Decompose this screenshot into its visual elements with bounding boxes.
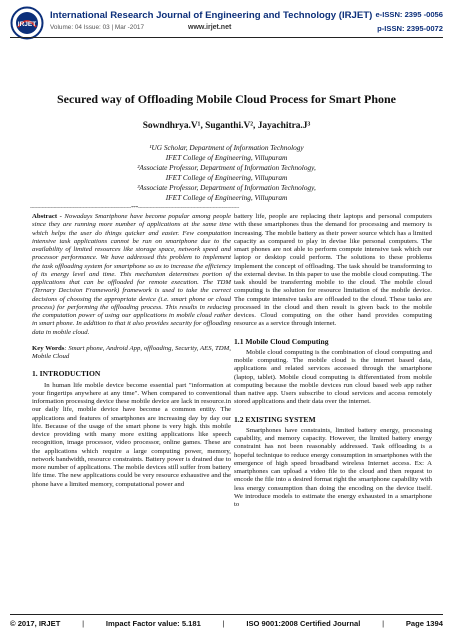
affiliation-line: IFET College of Engineering, Villupuram	[165, 193, 288, 202]
abstract	[32, 213, 231, 337]
copyright: © 2017, IRJET	[10, 619, 61, 628]
affiliation-line: ²Associate Professor, Department of Information Technology,	[137, 163, 316, 172]
footer-divider-bar: |	[222, 619, 225, 628]
p-issn: p-ISSN: 2395-0072	[377, 24, 443, 33]
keywords	[32, 345, 231, 362]
header-divider	[10, 37, 443, 38]
iso-certification: ISO 9001:2008 Certified Journal	[246, 619, 361, 628]
existing-system-text: Smartphones have constraints, limited battery energy, processing capability, and memory capacity. However, the limited battery energy constraint has not been reasonably addressed. Task offloading is a hopeful technique to reduce energy consumption in smartphones with the emergence of high speed broadband wireless Internet access. Ex: A smartphones can upload a video file to the cloud and then request to encode the file into a desired format right the smartphone capability with less energy consumption than doing the encoding on the device itself. We introduce models to estimate the energy exhausted in a smartphone to	[234, 426, 433, 508]
abstract-text: Nowadays Smartphone have become popular among people since they are running more number of applications at the same time which helps the user do things quicker and easier. Few computation intensive task applications cannot be run on smartphone due to the availability of limited resources like storage space, network speed and processor performance. We have addressed this problem to implement the task offloading system for smartphone so as to increase the efficiency of its energy level and time. This mechanism determines portion of applications that can be offloaded for remote execution. The TDM (Ternary Decision Framework) framework is used to take the correct decisions of choosing the appropriate device (i.e. smart phone or cloud process) for performing the offloading process. This results in reducing the computation power of using our applications in mobile cloud rather in smart phone. In addition to that it also provides security for offloading data in mobile cloud.	[32, 213, 231, 336]
journal-name: International Research Journal of Engineering and Technology (IRJET)	[50, 10, 373, 21]
keywords-text: : Smart phone, Android App, offloading, Security, AES, TDM, Mobile Cloud	[32, 344, 231, 360]
introduction-text: In human life mobile device become essential part "information at your fingertips anywhere at any time". When compared to conventional information processing device these mobile device are lack in resource.in our daily life, mobile device have become a common entity. The applications and features of smartphones are increasing day by day our life. Because of the usage of the smart phone is very high. this mobile device providing with many more exiting applications like speech recognition, image processor, video processor, online games. These are the applications which require a large computing power, memory, network bandwidth, resource constraints. Battery power is drained due to more number of applications. The mobile devices still suffer from battery life time. The new applications could be very resource exhaustive and the phone have a limited memory, computational power and	[32, 381, 231, 488]
affiliation-line: IFET College of Engineering, Villupuram	[165, 153, 288, 162]
page-number: Page 1394	[405, 619, 443, 628]
affiliation-line: IFET College of Engineering, Villupuram	[165, 173, 288, 182]
abstract-label: Abstract -	[32, 213, 62, 220]
mobile-cloud-text: Mobile cloud computing is the combination of cloud computing and mobile computing. The mobile cloud is the internet based data, applications and related services accessed through the smartphone (laptop, tablet). Mobile cloud computing is differentiated from mobile computing because the mobile devices run cloud based web app rather than native app. Users subscribe to cloud services and access remotely stored applications and their data over the internet.	[234, 348, 432, 406]
irjet-logo-icon	[10, 6, 44, 40]
right-column	[234, 213, 432, 509]
introduction-continuation: battery life, people are replacing their laptops and personal computers with these smartphones thus the demand for processing and memory is increasing. The mobile battery as their power source which has a limited capacity as compared to play in devise like personal computers. The smart phones are not able to perform compute intensive task which our laptop or desktop could perform. The solutions to these problems implement the concept of offloading. The task should be transforming to the external devise. In this paper to use the mobile cloud computing. The task should be transferring mobile to the cloud. The mobile cloud computing is the solution for resource limitation of the mobile device. The compute intensive tasks are offloaded to the cloud. These tasks are processed in the cloud and then result is given back to the mobile devices. Cloud computing on the other hand provides computing resource as a service through internet.	[234, 213, 432, 328]
section-heading-introduction: 1. INTRODUCTION	[32, 369, 101, 379]
e-issn: e-ISSN: 2395 -0056	[375, 10, 443, 19]
paper-authors: Sowndhrya.V¹, Suganthi.V², Jayachitra.J³	[142, 121, 311, 131]
footer-divider-bar: |	[82, 619, 85, 628]
footer-divider	[10, 614, 443, 615]
section-heading-mobile-cloud: 1.1 Mobile Cloud Computing	[234, 336, 329, 346]
affiliation-line: ³Associate Professor, Department of Information Technology,	[137, 183, 316, 192]
journal-website-link[interactable]: www.irjet.net	[188, 24, 232, 31]
svg-text:IRJET: IRJET	[17, 21, 37, 28]
journal-header	[0, 0, 453, 44]
footer-divider-bar: |	[382, 619, 385, 628]
impact-factor: Impact Factor value: 5.181	[105, 619, 201, 628]
left-column	[32, 213, 231, 489]
affiliation-line: ¹UG Scholar, Department of Information Technology	[149, 143, 304, 152]
volume-issue: Volume: 04 Issue: 03 | Mar -2017	[50, 24, 145, 31]
section-separator: ---------------------------------------------------------------------***---------------------------------------------------------------------	[30, 206, 240, 211]
journal-footer	[10, 619, 443, 628]
section-heading-existing-system: 1.2 EXISTING SYSTEM	[234, 414, 316, 424]
paper-title: Secured way of Offloading Mobile Cloud Process for Smart Phone	[57, 92, 396, 106]
keywords-label: Key Words	[32, 344, 65, 352]
